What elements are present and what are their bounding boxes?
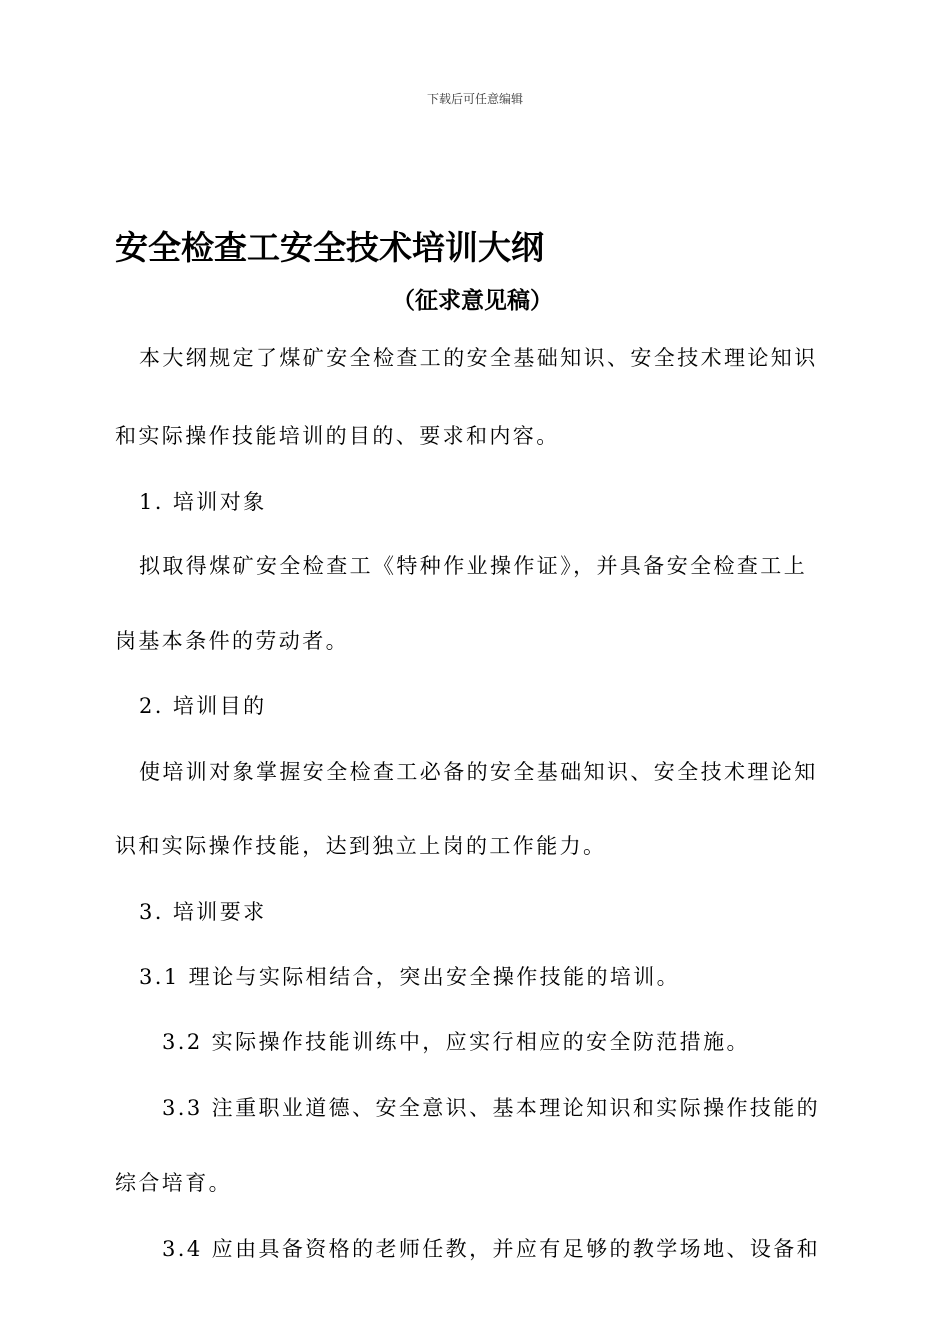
section-heading-2: 2. 培训目的 [139, 694, 267, 718]
document-title: 安全检查工安全技术培训大纲 [115, 228, 544, 267]
document-subtitle: （征求意见稿） [392, 288, 553, 314]
item-3-3-line-1: 3.3 注重职业道德、安全意识、基本理论知识和实际操作技能的 [162, 1096, 821, 1120]
section-heading-1: 1. 培训对象 [139, 490, 267, 514]
paragraph-1-line-2: 岗基本条件的劳动者。 [115, 629, 349, 653]
item-3-4-line-1: 3.4 应由具备资格的老师任教，并应有足够的教学场地、设备和 [162, 1237, 821, 1261]
paragraph-intro-line-2: 和实际操作技能培训的目的、要求和内容。 [115, 424, 560, 448]
paragraph-intro-line-1: 本大纲规定了煤矿安全检查工的安全基础知识、安全技术理论知识 [139, 346, 818, 370]
paragraph-1-line-1: 拟取得煤矿安全检查工《特种作业操作证》，并具备安全检查工上 [139, 554, 808, 578]
header-note: 下载后可任意编辑 [426, 92, 523, 106]
paragraph-2-line-1: 使培训对象掌握安全检查工必备的安全基础知识、安全技术理论知 [139, 760, 818, 784]
item-3-1: 3.1 理论与实际相结合，突出安全操作技能的培训。 [139, 965, 681, 989]
item-3-2: 3.2 实际操作技能训练中，应实行相应的安全防范措施。 [162, 1030, 750, 1054]
item-3-3-line-2: 综合培育。 [115, 1171, 232, 1195]
section-heading-3: 3. 培训要求 [139, 900, 267, 924]
paragraph-2-line-2: 识和实际操作技能，达到独立上岗的工作能力。 [115, 834, 607, 858]
